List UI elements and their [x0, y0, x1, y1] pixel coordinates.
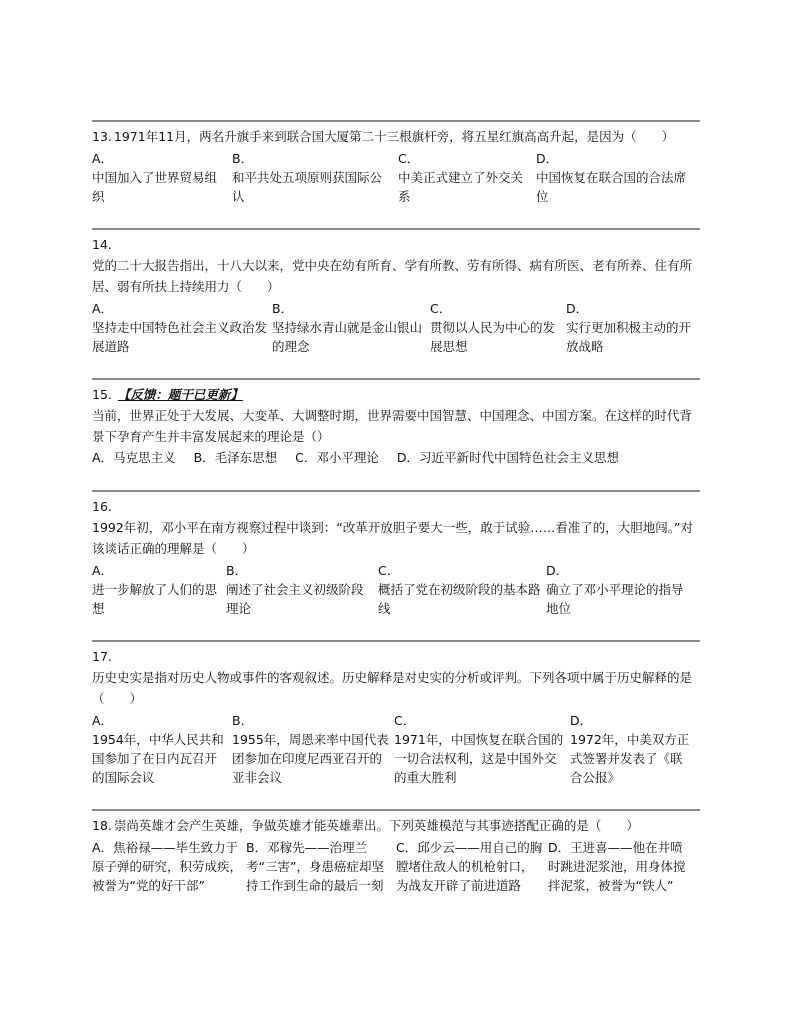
- option-letter: A．: [92, 450, 114, 465]
- option-text: 阐述了社会主义初级阶段理论: [226, 582, 364, 616]
- question-14: [92, 228, 700, 356]
- option-d[interactable]: [536, 149, 696, 206]
- option-c[interactable]: [394, 711, 570, 787]
- question-stem: 当前，世界正处于大发展、大变革、大调整时期，世界需要中国智慧、中国理念、中国方案。在这样的时代背景下孕育产生并丰富发展起来的理论是（）: [92, 408, 693, 444]
- option-text: 坚持走中国特色社会主义政治发展道路: [92, 320, 268, 354]
- question-number: 13.: [92, 129, 112, 144]
- option-letter: D．: [536, 151, 559, 166]
- option-letter: A．: [92, 840, 114, 855]
- option-text: 中美正式建立了外交关系: [398, 170, 524, 204]
- option-text: 坚持绿水青山就是金山银山的理念: [272, 320, 423, 354]
- option-letter: C．: [295, 450, 317, 465]
- question-number-line: [92, 646, 700, 667]
- option-d[interactable]: [397, 450, 619, 465]
- option-b[interactable]: [232, 149, 398, 206]
- option-a[interactable]: [92, 299, 272, 356]
- question-16: [92, 490, 700, 618]
- question-sheet: [92, 120, 700, 917]
- question-18: [92, 809, 700, 895]
- option-text: 1971年，中国恢复在联合国的一切合法权利，这是中国外交的重大胜利: [394, 732, 564, 785]
- option-text: 焦裕禄——毕生致力于原子弹的研究，积劳成疾，被誉为“党的好干部”: [92, 840, 243, 893]
- option-c[interactable]: [430, 299, 566, 356]
- question-number-line: [92, 234, 700, 255]
- option-text: 毛泽东思想: [214, 450, 278, 465]
- question-number: 16.: [92, 499, 112, 514]
- option-text: 马克思主义: [113, 450, 176, 465]
- option-c[interactable]: [295, 450, 379, 465]
- option-letter: D．: [570, 713, 593, 728]
- option-letter: B．: [232, 713, 254, 728]
- option-a[interactable]: [92, 450, 176, 465]
- option-list: [92, 149, 700, 206]
- option-letter: D．: [546, 563, 569, 578]
- option-a[interactable]: [92, 561, 226, 618]
- option-text: 习近平新时代中国特色社会主义思想: [419, 450, 620, 465]
- option-letter: C．: [378, 563, 400, 578]
- option-b[interactable]: [272, 299, 430, 356]
- question-number: 14.: [92, 237, 112, 252]
- question-number: 17.: [92, 649, 112, 664]
- option-a[interactable]: [92, 711, 232, 787]
- option-text: 1954年，中华人民共和国参加了在日内瓦召开的国际会议: [92, 732, 224, 785]
- option-letter: C．: [396, 840, 418, 855]
- option-list: [92, 838, 700, 895]
- question-number: 15.: [92, 387, 112, 402]
- question-text: 1971年11月，两名升旗手来到联合国大厦第二十三根旗杆旁，将五星红旗高高升起，是因为（ ）: [113, 129, 675, 144]
- option-text: 实行更加积极主动的开放战略: [566, 320, 692, 354]
- option-text: 中国加入了世界贸易组织: [92, 170, 218, 204]
- option-c[interactable]: [398, 149, 536, 206]
- option-letter: C．: [394, 713, 416, 728]
- option-b[interactable]: [232, 711, 394, 787]
- option-c[interactable]: [378, 561, 546, 618]
- option-b[interactable]: [246, 838, 396, 895]
- option-text: 邓小平理论: [316, 450, 379, 465]
- option-c[interactable]: [396, 838, 548, 895]
- option-letter: A．: [92, 713, 114, 728]
- option-text: 中国恢复在联合国的合法席位: [536, 170, 687, 204]
- option-d[interactable]: [546, 561, 698, 618]
- option-list: [92, 299, 700, 356]
- option-letter: B．: [272, 301, 294, 316]
- option-letter: C．: [430, 301, 452, 316]
- option-letter: A．: [92, 301, 114, 316]
- option-list: [92, 711, 700, 787]
- option-letter: B．: [246, 840, 268, 855]
- option-letter: D．: [548, 840, 571, 855]
- option-text: 王进喜——他在井喷时跳进泥浆池，用身体搅拌泥浆，被誉为“铁人”: [548, 840, 686, 893]
- option-letter: A．: [92, 151, 114, 166]
- option-d[interactable]: [548, 838, 698, 895]
- option-letter: B．: [226, 563, 248, 578]
- question-text: 崇尚英雄才会产生英雄，争做英雄才能英雄辈出。下列英雄模范与其事迹搭配正确的是（ ）: [113, 818, 639, 833]
- question-stem: [92, 815, 700, 836]
- option-text: 1972年，中美双方正式签署并发表了《联合公报》: [570, 732, 690, 785]
- option-list: [92, 561, 700, 618]
- question-13: [92, 120, 700, 206]
- option-text: 和平共处五项原则获国际公认: [232, 170, 383, 204]
- option-d[interactable]: [566, 299, 696, 356]
- option-text: 贯彻以人民为中心的发展思想: [430, 320, 556, 354]
- option-d[interactable]: [570, 711, 698, 787]
- question-number-line: [92, 496, 700, 517]
- option-text: 邱少云——用自己的胸膛堵住敌人的机枪射口，为战友开辟了前进道路: [396, 840, 543, 893]
- option-text: 概括了党在初级阶段的基本路线: [378, 582, 541, 616]
- question-17: [92, 640, 700, 787]
- option-letter: D．: [566, 301, 589, 316]
- question-stem: [92, 126, 700, 147]
- option-b[interactable]: [226, 561, 378, 618]
- question-stem: 1992年初，邓小平在南方视察过程中谈到：“改革开放胆子要大一些，敢于试验……看准了的，大胆地闯。”对该谈话正确的理解是（ ）: [92, 520, 694, 556]
- option-text: 确立了邓小平理论的指导地位: [546, 582, 684, 616]
- option-letter: B．: [232, 151, 254, 166]
- option-letter: B．: [193, 450, 215, 465]
- question-number-line: [92, 384, 700, 405]
- option-letter: D．: [396, 450, 420, 465]
- option-letter: C．: [398, 151, 420, 166]
- feedback-tag: 【反馈：题干已更新】: [117, 387, 243, 402]
- question-15: [92, 378, 700, 468]
- option-text: 1955年，周恩来率中国代表团参加在印度尼西亚召开的亚非会议: [232, 732, 389, 785]
- option-a[interactable]: [92, 149, 232, 206]
- question-stem: 党的二十大报告指出，十八大以来，党中央在幼有所育、学有所教、劳有所得、病有所医、老有所养、住有所居、弱有所扶上持续用力（ ）: [92, 258, 693, 294]
- option-text: 进一步解放了人们的思想: [92, 582, 218, 616]
- question-number: 18.: [92, 818, 112, 833]
- option-list: [92, 447, 700, 468]
- option-a[interactable]: [92, 838, 246, 895]
- option-b[interactable]: [194, 450, 278, 465]
- option-letter: A．: [92, 563, 114, 578]
- option-text: 邓稼先——治理兰考“三害”，身患癌症却坚持工作到生命的最后一刻: [246, 840, 384, 893]
- question-stem: 历史史实是指对历史人物或事件的客观叙述。历史解释是对史实的分析或评判。下列各项中属于历史解释的是（ ）: [92, 670, 693, 706]
